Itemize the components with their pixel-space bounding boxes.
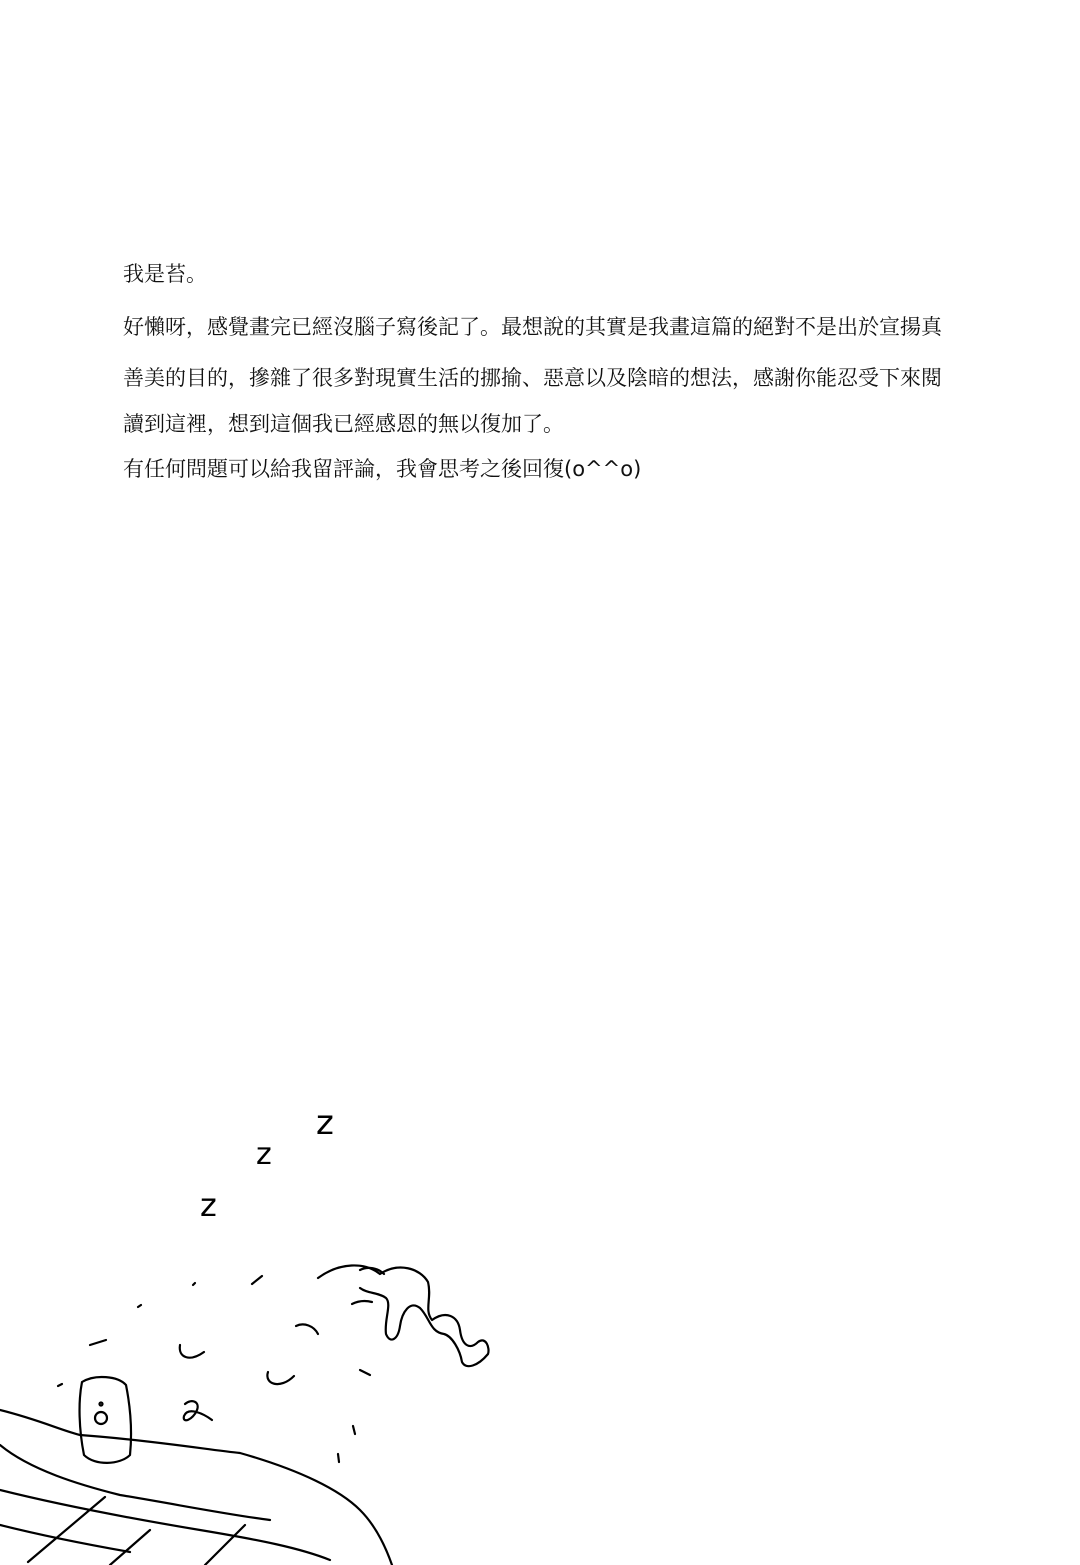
sketch-stroke <box>138 1305 141 1307</box>
bed-edge-line <box>0 1445 270 1520</box>
sketch-stroke <box>353 1426 355 1434</box>
sketch-stroke <box>180 1345 204 1358</box>
sketch-stroke <box>360 1370 370 1375</box>
sketch-stroke <box>90 1340 106 1345</box>
hair-outline <box>318 1265 489 1366</box>
hand-squiggle <box>184 1401 212 1420</box>
hair-strand <box>352 1301 372 1304</box>
sketch-stroke <box>58 1384 62 1386</box>
afterword-line: 我是苔。 <box>123 262 207 286</box>
bed-edge-line <box>0 1525 130 1552</box>
bed-edge-line <box>0 1410 392 1565</box>
afterword-line: 善美的目的，摻雜了很多對現實生活的挪揄、惡意以及陰暗的想法，感謝你能忍受下來閱 <box>123 366 942 390</box>
phone-sketch <box>80 1377 131 1463</box>
sleep-z-letter: z <box>316 1103 334 1143</box>
sketch-stroke <box>252 1276 262 1284</box>
sleep-z-letter: z <box>200 1186 217 1224</box>
bed-edge-line <box>0 1490 330 1560</box>
sketch-stroke <box>193 1283 195 1285</box>
sketch-stroke <box>296 1324 318 1334</box>
afterword-line: 好懶呀，感覺畫完已經沒腦子寫後記了。最想說的其實是我畫這篇的絕對不是出於宣揚真 <box>123 315 942 339</box>
bed-grid-line <box>28 1497 105 1562</box>
sketch-stroke <box>267 1372 294 1384</box>
afterword-line: 讀到這裡，想到這個我已經感恩的無以復加了。 <box>123 412 564 436</box>
sleep-z-letter: z <box>256 1137 272 1172</box>
bed-grid-line <box>110 1530 150 1565</box>
sketch-stroke <box>338 1454 339 1462</box>
afterword-line: 有任何問題可以給我留評論，我會思考之後回復(o^^o) <box>123 457 642 481</box>
